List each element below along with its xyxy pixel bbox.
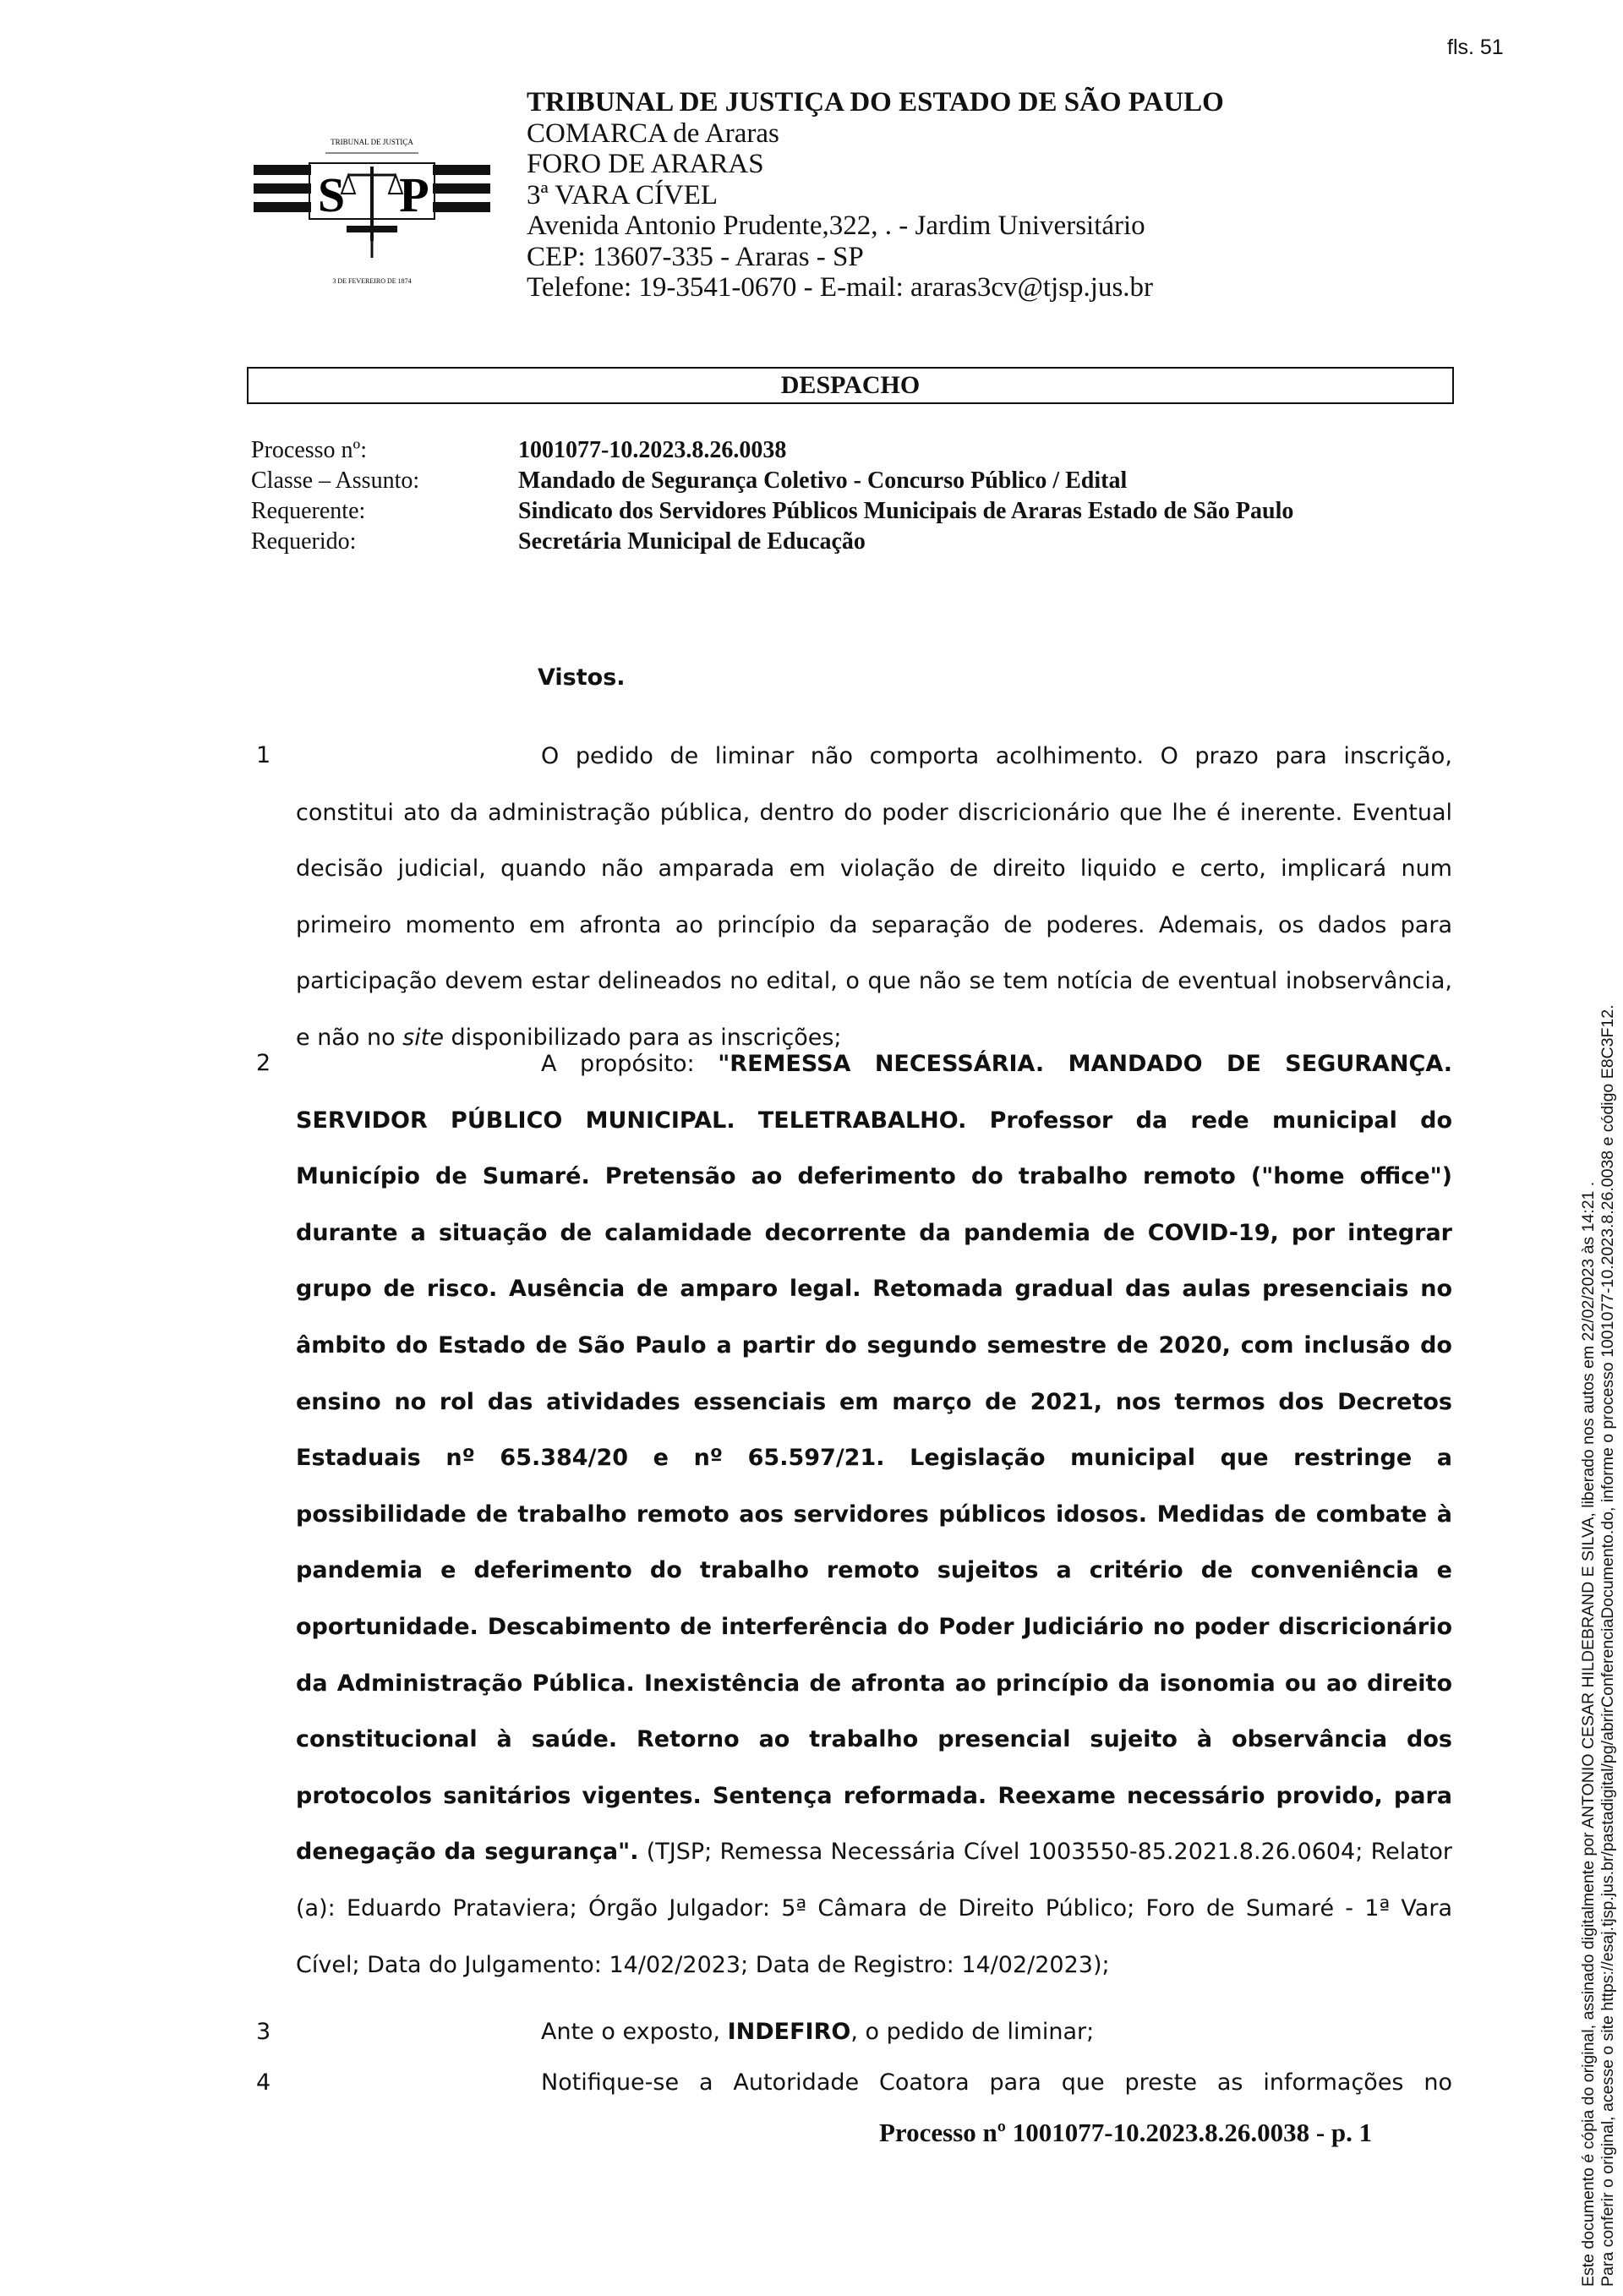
vistos-heading: Vistos. [538,664,626,691]
case-info-row [251,496,1293,527]
case-info-label: Requerido: [251,528,357,555]
paragraph-2-quote: SERVIDOR PÚBLICO MUNICIPAL. TELETRABALHO. Professor da rede municipal do Município de Sumaré. Pretensão ao deferimento do trabalho remoto ("home office") durante a situação de calamidade decorrente da pandemia de COVID-19, por integrar grupo de risco. Ausência de amparo legal. Retomada gradual das aulas presenciais no âmbito do Estado de São Paulo a partir do segundo semestre de 2020, com inclusão do ensino no rol das atividades essenciais em março de 2021, nos termos dos Decretos Estaduais nº 65.384/20 e nº 65.597/21. Legislação municipal que restringe a possibilidade de trabalho remoto aos servidores públicos idosos. Medidas de combate à pandemia e deferimento do trabalho remoto sujeitos a critério de conveniência e oportunidade. Descabimento de interferência do Poder Judiciário no poder discricionário da Administração Pública. Inexistência de afronta ao princípio da isonomia ou ao direito constitucional à saúde. Retorno ao trabalho presencial sujeito à observância dos protocolos sanitários vigentes. Sentença reformada. Reexame necessário provido, para denegação da segurança". [296,1107,1452,1866]
paragraph-2-intro: A propósito: [541,1051,719,1077]
vara-line: 3ª VARA CÍVEL [527,179,719,210]
digital-signature-note [1579,1005,1618,2288]
case-info-row [251,466,1293,496]
case-info-row [251,435,1293,466]
seal-letter-p: P [399,167,429,222]
paragraph-3-text-end: , o pedido de liminar; [850,2019,1095,2045]
paragraph-4: Notifique-se a Autoridade Coatora para que preste as informações no [541,2069,1452,2096]
paragraph-1-first-line: O pedido de liminar não comporta acolhimento. O prazo para inscrição, [541,743,1452,769]
paragraph-2-first-line [296,1036,1452,1093]
foro-line: FORO DE ARARAS [527,149,764,179]
paragraph-number: 1 [256,742,271,768]
paragraph-number: 2 [256,1050,271,1076]
cep-line: CEP: 13607-335 - Araras - SP [527,241,864,272]
comarca-line: COMARCA de Araras [527,118,779,149]
case-info-label: Processo nº: [251,437,368,463]
case-info-value: Sindicato dos Servidores Públicos Municipais de Araras Estado de São Paulo [518,498,1294,524]
paragraph-2 [296,1036,1452,1993]
page-reference: fls. 51 [1447,36,1504,59]
address-line: Avenida Antonio Prudente,322, . - Jardim Universitário [527,210,1145,241]
document-type-title: DESPACHO [247,367,1454,404]
case-info [251,435,1293,557]
case-info-value: Secretária Municipal de Educação [518,528,866,555]
paragraph-2-body [296,1093,1452,1994]
verification-line: Para conferir o original, acesse o site https://esaj.tjsp.jus.br/pastadigital/pg/abrirConferenciaDocumento.do, informe o processo 1001077-10.2023.8.26.0038 e código E8C3F12. [1598,1004,1617,2287]
page-footer: Processo nº 1001077-10.2023.8.26.0038 - p. 1 [879,2118,1373,2147]
paragraph-1-text: constitui ato da administração pública, dentro do poder discricionário que lhe é inerente. Eventual decisão judicial, quando não amparada em violação de direito liquido e certo, implicará num primeiro momento em afronta ao princípio da separação de poderes. Ademais, os dados para participação devem estar delineados no edital, o que não se tem notícia de eventual inobservância, e não no [296,799,1452,1051]
paragraph-3 [541,2019,1094,2045]
case-info-value: Mandado de Segurança Coletivo - Concurso Público / Edital [518,467,1128,494]
paragraph-2-quote-start: "REMESSA NECESSÁRIA. MANDADO DE SEGURANÇA. [718,1051,1452,1077]
seal-top-text: TRIBUNAL DE JUSTIÇA [331,138,413,146]
signature-line: Este documento é cópia do original, assinado digitalmente por ANTONIO CESAR HILDEBRAND E SILVA, liberado nos autos em 22/02/2023 às 14:21 . [1579,1181,1598,2287]
paragraph-3-decision: INDEFIRO [727,2019,851,2045]
case-info-label: Requerente: [251,498,366,524]
case-info-label: Classe – Assunto: [251,467,420,494]
seal-bottom-text: 3 DE FEVEREIRO DE 1874 [332,277,412,285]
court-name: TRIBUNAL DE JUSTIÇA DO ESTADO DE SÃO PAULO [527,87,1224,118]
court-header [527,87,1224,303]
paragraph-1-text-end: disponibilizado para as inscrições; [443,1024,842,1051]
case-info-row [251,527,1293,557]
case-info-value: 1001077-10.2023.8.26.0038 [518,437,787,463]
paragraph-2-citation: (TJSP; Remessa Necessária Cível 1003550-85.2021.8.26.0604; Relator (a): Eduardo Prataviera; Órgão Julgador: 5ª Câmara de Direito Público; Foro de Sumaré - 1ª Vara Cível; Data do Julgamento: 14/02/2023; Data de Registro: 14/02/2023); [296,1839,1453,1978]
contact-line: Telefone: 19-3541-0670 - E-mail: araras3cv@tjsp.jus.br [527,272,1154,303]
seal-letter-s: S [317,167,346,222]
paragraph-1-site: site [402,1024,444,1051]
court-seal-logo [254,131,490,292]
paragraph-number: 3 [256,2019,271,2045]
paragraph-1-body [296,785,1452,1067]
paragraph-3-text: Ante o exposto, [541,2019,728,2045]
paragraph-1 [296,729,1452,1067]
paragraph-number: 4 [256,2069,271,2096]
